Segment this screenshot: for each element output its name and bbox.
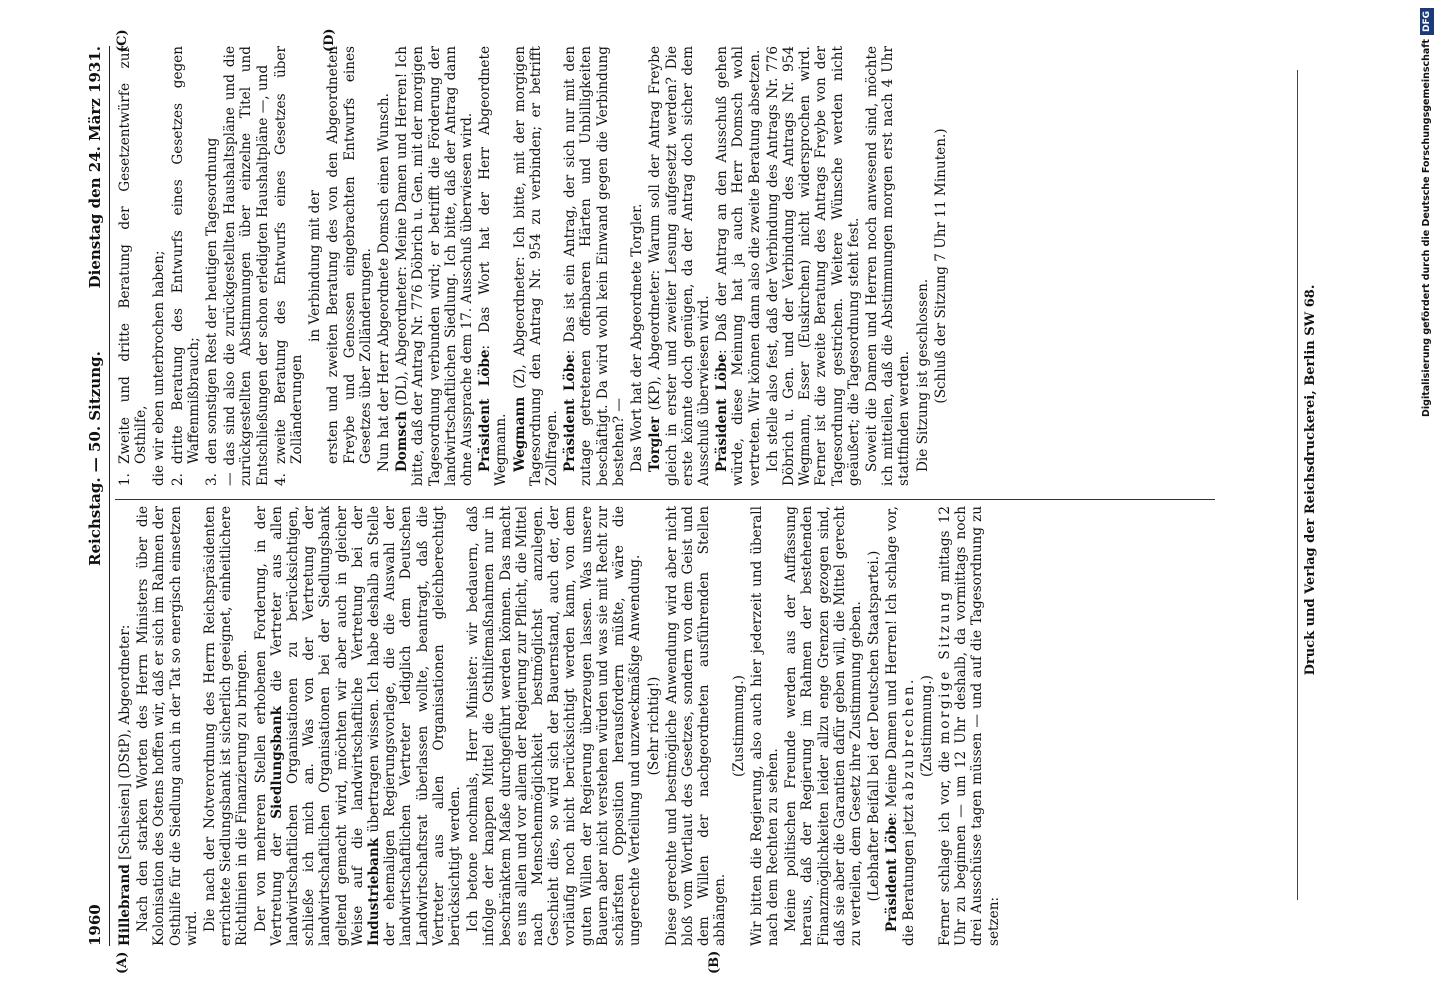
paragraph: in Verbindung mit der [307, 190, 324, 342]
item-number: 4. [272, 473, 289, 486]
paragraph: — das sind also die zurückgestellten Haushaltspläne und die zurückgestellten Abstimmungen über einzelne Titel und Entschließungen der schon erledigten Haushaltpläne —, und [222, 46, 271, 486]
text-run: : Daß der Antrag an den Ausschuß gehen würde, diese Meinung hat ja auch Herr Domsch wohl vertreten. Wir können dann also die zweite Beratung absetzen. [714, 46, 763, 486]
agenda-item [117, 46, 149, 486]
paragraph: Nach den starken Worten des Herrn Ministers über die Kolonisation des Ostens hoffen wir, daß er sich im Rahmen der Osthilfe für die Siedlung auch in der Tat so energisch einsetzen wird. [135, 506, 200, 946]
page-header [87, 46, 110, 946]
text-run: (Z), Abgeordneter: Ich bitte, mit der morgigen Tagesordnung den Antrag Nr. 954 zu verbinden; er betrifft Zollfragen. [511, 46, 561, 486]
speaker-line [117, 506, 133, 946]
interjection: (Zustimmung.) [730, 675, 747, 777]
margin-marker-b: (B) [707, 950, 722, 974]
item-text: den sonstigen Rest der heutigen Tagesordnung [204, 137, 221, 464]
speaker-name: Torgler [647, 416, 664, 472]
text-run: übertragen wissen. Ich habe deshalb an Stelle der ehemaligen Regierungsvorlage, die die Auswahl der landwirtschaftlichen Vertreter lediglich dem Deutschen Landwirtschaftsrat überlassen wollte, beantragt, daß die Vertreter aus allen Organisationen gleichberechtigt berücksichtigt werden. [366, 506, 464, 946]
paragraph: die wir eben unterbrochen haben; [151, 250, 168, 486]
text-run: die Vertreter aus allen landwirtschaftlichen Organisationen zu berücksichtigen, schließe ich mich an. Was von der Vertretung der landwirtschaftlichen Organisationen bei der Siedlungsbank geltend gemacht wird, möchten wir aber auch in gleicher Weise auf die landwirtschaftliche Vertretung bei der [268, 506, 366, 946]
paragraph: Diese gerechte und bestmögliche Anwendung wird aber nicht bloß vom Wortlaut des Gesetzes, sondern von dem Geist und dem Willen der nachgeordneten ausführenden Stellen abhängen. [663, 506, 729, 946]
agenda-item [204, 46, 220, 486]
paragraph: Die nach der Notverordnung des Herrn Reichspräsidenten errichtete Siedlungsbank ist sicherlich geeignet, einheitlichere Richtlinien in die Finanzierung zu bringen. [202, 506, 251, 946]
speaker-name: Präsident Löbe [477, 349, 494, 472]
spaced-term: morgige Sitzung [936, 589, 953, 745]
margin-marker-d: (D) [322, 28, 337, 52]
text-run: (KP), Abgeordneter: Warum soll der Antrag Freybe gleich in erster und zweiter Lesung aufgesetzt werden? Die erste könnte doch genügen, da der Antrag doch sicher dem Ausschuß überwiesen wird. [647, 46, 712, 486]
paragraph [714, 46, 763, 486]
item-text: dritte Beratung des Entwurfs eines Gesetzes gegen Waffenmißbrauch; [169, 46, 202, 464]
item-number: 2. [169, 473, 186, 486]
paragraph: Meine politischen Freunde werden aus der Auffassung heraus, daß der Regierung im Rahmen der bestehenden Finanzmöglichkeiten leider allzu enge Grenzen gezogen sind, daß sie aber die Garantien dafür geben will, die Mittel gerecht zu verteilen, dem Gesetz ihre Zustimmung geben. [783, 506, 864, 946]
interjection: (Zustimmung.) [918, 675, 935, 777]
rotated-page [86, 28, 1347, 974]
text-run: mittags 12 Uhr zu beginnen — um 12 Uhr deshalb, da vormittags noch drei Ausschüsse tagen müssen — und auf die Tagesordnung zu setzen: [936, 506, 1002, 946]
paragraph [394, 46, 475, 486]
bold-term: Industriebank [366, 837, 383, 946]
paragraph: Die Sitzung ist geschlossen. [914, 278, 931, 472]
paragraph [937, 506, 1002, 946]
agenda-item [273, 46, 305, 486]
margin-marker-a: (A) [115, 951, 130, 974]
session-date: Dienstag den 24. März 1931. [86, 46, 104, 289]
paragraph: Das Wort hat der Abgeordnete Torgler. [629, 203, 646, 472]
text-run: Ferner schlage ich vor, die [936, 744, 953, 946]
text-run: : Das ist ein Antrag, der sich nur mit den zutage getretenen offenbaren Härten und Unbilligkeiten beschäftigt. Da wird wohl kein Einwand gegen die Verbindung bestehen? — [562, 46, 627, 486]
text-run: : Meine Damen und Herren! Ich schlage vor, die Beratungen jetzt [884, 506, 917, 946]
dfg-logo: DFG [1420, 8, 1434, 35]
speaker-name: Wegmann [511, 396, 528, 472]
margin-marker-c: (C) [115, 29, 130, 52]
speaker-name: Präsident Löbe [562, 354, 579, 472]
agenda-item [170, 46, 202, 486]
paragraph [884, 506, 916, 946]
spaced-term: abzubrechen. [900, 677, 917, 801]
paragraph [253, 506, 464, 946]
speaker-name: Hillebrand [117, 864, 133, 946]
paragraph [477, 46, 509, 486]
session-title: Reichstag. — 50. Sitzung. [86, 351, 104, 566]
paragraph [647, 46, 712, 486]
left-column [117, 506, 1212, 946]
text-run: Der von mehreren Stellen erhobenen Forderung, in der Vertretung der [252, 506, 285, 946]
paragraph: Nun hat der Herr Abgeordnete Domsch einen Wunsch. [376, 93, 393, 472]
speaker-name: Präsident Löbe [884, 816, 901, 932]
closing-note: (Schluß der Sitzung 7 Uhr 11 Minuten.) [932, 128, 949, 404]
speaker-name: Domsch [394, 410, 411, 472]
paragraph: Wir bitten die Regierung, also auch hier jederzeit und überall nach dem Rechten zu sehen. [748, 506, 781, 946]
item-number: 1. [117, 473, 133, 486]
item-text: Zweite und dritte Beratung der Gesetzentwürfe zur Osthilfe, [117, 46, 150, 464]
right-column [117, 46, 1212, 486]
page-number: 1960 [86, 904, 104, 946]
paragraph: Ich stelle also fest, daß der Verbindung des Antrags Nr. 776 Döbrich u. Gen. und der Verbindung des Antrags Nr. 954 Wegmann, Esser (Euskirchen) nicht widersprochen wird. Ferner ist die zweite Beratung des Antrags Freybe von der Tagesordnung gestrichen. Weitere Wünsche werden nicht geäußert; die Tagesordnung steht fest. [764, 46, 862, 486]
item-text: zweite Beratung des Entwurfs eines Gesetzes über Zolländerungen [272, 46, 306, 464]
speaker-affiliation: [Schlesien] (DStP), Abgeordneter: [117, 624, 133, 865]
printer-imprint: Druck und Verlag der Reichsdruckerei, Berlin SW 68. [1303, 284, 1318, 676]
text-run: : Das Wort hat der Herr Abgeordnete Wegmann. [477, 46, 510, 486]
text-run: (DL), Abgeordneter: Meine Damen und Herren! Ich bitte, daß der Antrag Nr. 776 Döbrich u. Gen. mit der morgigen Tagesordnung verbunden wird; er betrifft die Förderung der landwirtschaftlichen Siedlung. Ich bitte, daß der Antrag dann ohne Aussprache dem 17. Ausschuß überwiesen wird. [394, 46, 476, 486]
paragraph [512, 46, 561, 486]
paragraph: Soweit die Damen und Herren noch anwesend sind, möchte ich mitteilen, daß die Abstimmungen morgen erst nach 4 Uhr stattfinden werden. [863, 46, 913, 486]
paragraph: Ich betone nochmals, Herr Minister: wir bedauern, daß infolge der knappen Mittel die Osthilfemaßnahmen nur in beschränktem Maße durchgeführt werden können. Das macht es uns allen und vor allem der Regierung zur Pflicht, die Mittel nach Menschenmöglichkeit bestmöglichst anzulegen. Geschieht dies, so wird sich der Bauernstand, auch der, der vorläufig noch nicht berücksichtigt werden kann, von dem guten Willen der Regierung überzeugen lassen. Was unsere Bauern aber nicht verstehen würden und was sie mit Recht zur schärfsten Opposition herausfordern müßte, wäre die ungerechte Verteilung und unzweckmäßige Anwendung. [465, 506, 644, 946]
digitization-note [1420, 8, 1434, 988]
item-number: 3. [204, 473, 221, 486]
column-divider [115, 499, 1215, 500]
digitization-text-wrap [1420, 8, 1434, 988]
interjection: (Sehr richtig!) [645, 676, 662, 776]
digitization-text: Digitalisierung gefördert durch die Deutsche Forschungsgemeinschaft [1421, 39, 1432, 417]
speaker-name: Präsident Löbe [714, 353, 731, 472]
bold-term: Siedlungsbank [268, 705, 285, 819]
paragraph: ersten und zweiten Beratung des von den Abgeordneten Freybe und Genossen eingebrachten Entwurfs eines Gesetzes über Zolländerungen. [325, 46, 374, 464]
paragraph [562, 46, 627, 486]
interjection: (Lebhafter Beifall bei der Deutschen Staatspartei.) [866, 550, 883, 902]
